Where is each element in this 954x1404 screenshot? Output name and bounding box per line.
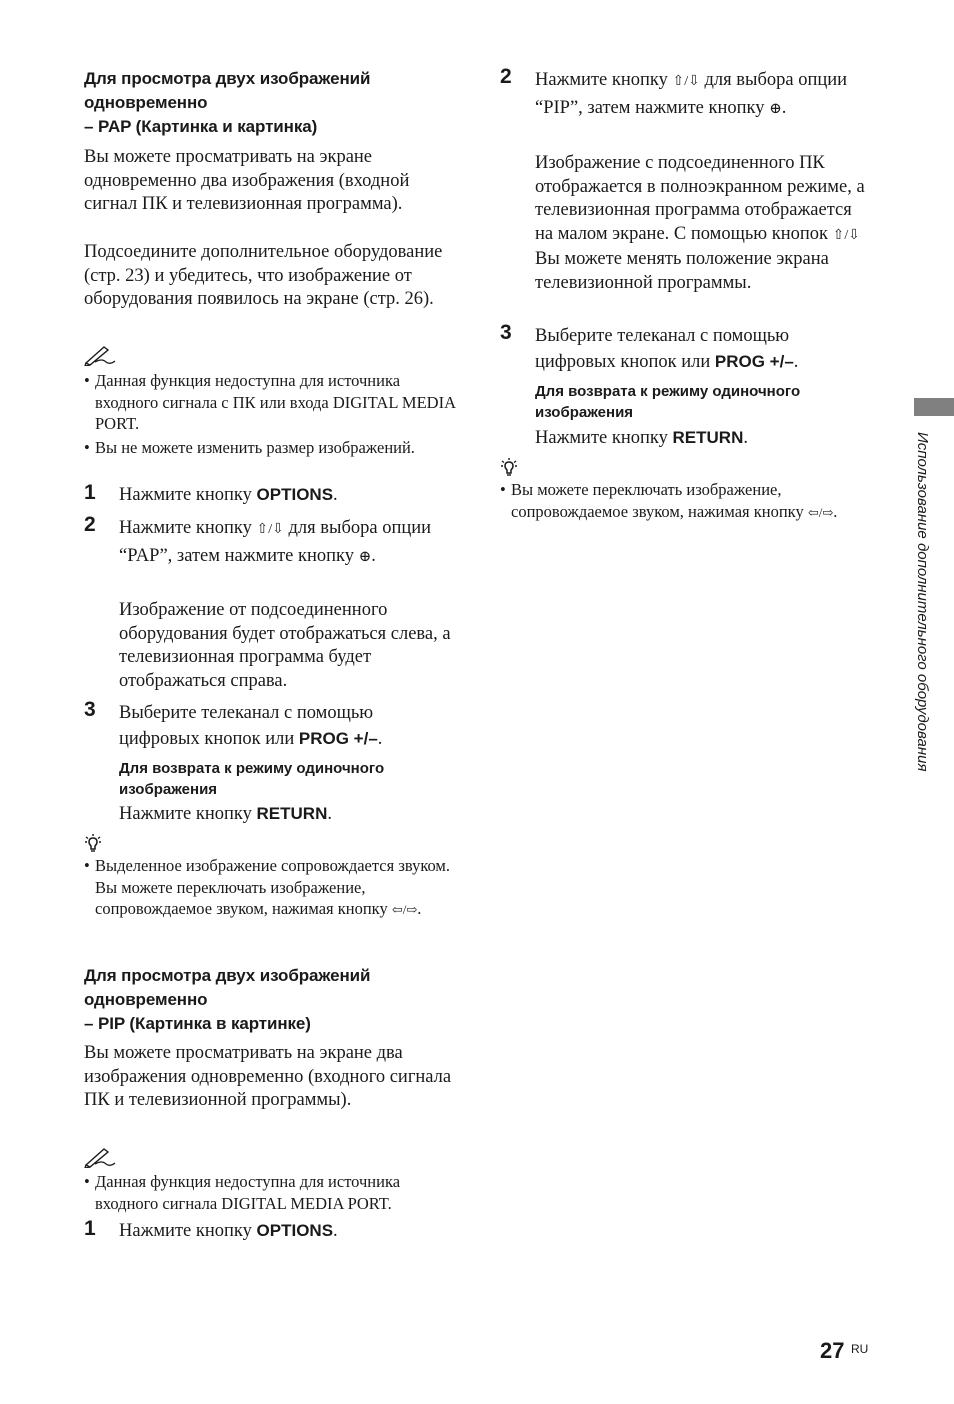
left-right-arrows-icon: ⇦/⇨: [391, 902, 418, 917]
step-text: Нажмите кнопку: [535, 70, 673, 90]
pap-tips-list: [84, 855, 456, 923]
enter-button-icon: ⊕: [769, 101, 782, 117]
page-number: 27: [820, 1338, 845, 1363]
pip-section-title: [84, 964, 456, 1036]
pap-title-line-3: – PAP (Картинка и картинка): [84, 117, 318, 136]
return-text: Нажмите кнопку: [535, 428, 673, 448]
bullet: •: [500, 480, 506, 499]
pip-tip-1: Вы можете переключать изображение, сопровождаемое звуком, нажимая кнопку: [511, 480, 808, 521]
pip-title-line-2: одновременно: [84, 990, 208, 1009]
section-side-label: Использование дополнительного оборудования: [914, 432, 931, 772]
pip-note-icon-wrap: [84, 1146, 456, 1173]
left-right-arrows-icon: ⇦/⇨: [807, 504, 834, 520]
pip-step-3: 3 Выберите телеканал с помощью цифровых кнопок или PROG +/–.: [500, 321, 799, 372]
pap-step-2-detail: Изображение от подсоединенного оборудования будет отображаться слева, а телевизионная программа будет отображаться справа.: [119, 600, 451, 692]
lightbulb-tip-icon: [84, 832, 102, 852]
bullet: •: [84, 371, 90, 390]
bullet: •: [84, 1172, 90, 1191]
step-number: 1: [84, 1217, 96, 1240]
section-tab-marker: [914, 398, 954, 416]
pap-note-2: Вы не можете изменить размер изображений.: [95, 437, 415, 457]
step-text: Нажмите кнопку: [119, 518, 257, 538]
return-key-label: RETURN: [672, 428, 744, 447]
pip-return-heading: Для возврата к режиму одиночного изображения: [535, 383, 801, 421]
step-text-cont: для выбора опции “PAP”, затем нажмите кнопку: [119, 518, 432, 566]
pap-return-heading: Для возврата к режиму одиночного изображения: [119, 760, 385, 798]
pap-return-text: Нажмите кнопку RETURN.: [119, 804, 332, 824]
pap-intro-paragraph: Вы можете просматривать на экране одновременно два изображения (входной сигнал ПК и телевизионная программа).: [84, 147, 410, 215]
step-text: Выберите телеканал с помощью цифровых кнопок или: [535, 326, 790, 372]
list-item: • Вы можете переключать изображение, сопровождаемое звуком, нажимая кнопку ⇦/⇨.: [500, 480, 838, 521]
pip-step-2: 2 Нажмите кнопку ⇧/⇩ для выбора опции “PIP”, затем нажмите кнопку ⊕.: [500, 65, 848, 118]
pip-intro-paragraph: Вы можете просматривать на экране два изображения одновременно (входного сигнала ПК и телевизионной программы).: [84, 1043, 452, 1111]
up-down-arrows-icon: ⇧/⇩: [672, 74, 700, 89]
return-key-label: RETURN: [256, 804, 328, 823]
pap-step-3: 3 Выберите телеканал с помощью цифровых кнопок или PROG +/–.: [84, 698, 383, 749]
pencil-note-icon: [84, 1146, 116, 1168]
list-item: • Выделенное изображение сопровождается звуком. Вы можете переключать изображение, сопровождаемое звуком, нажимая кнопку ⇦/⇨.: [84, 856, 450, 918]
page-language-suffix: RU: [851, 1342, 869, 1356]
prog-key-label: PROG +/–: [714, 352, 794, 371]
pip-step-1: 1 Нажмите кнопку OPTIONS.: [84, 1217, 338, 1241]
step-text: Нажмите кнопку: [119, 1221, 257, 1241]
pip-step-2-detail-text-cont: Вы можете менять положение экрана телевизионной программы.: [535, 248, 829, 293]
options-key-label: OPTIONS: [256, 1221, 334, 1240]
pencil-note-icon: [84, 344, 116, 366]
pip-step-2-detail-text: Изображение с подсоединенного ПК отображается в полноэкранном режиме, а телевизионная программа отображается на малом экране. С помощью кнопок: [535, 153, 865, 245]
pip-notes-list: [84, 1171, 456, 1216]
pap-title-line-1: Для просмотра двух изображений: [84, 69, 371, 88]
pip-title-line-1: Для просмотра двух изображений: [84, 966, 371, 985]
list-item: [84, 1171, 456, 1214]
pap-connect-paragraph: Подсоедините дополнительное оборудование (стр. 23) и убедитесь, что изображение от оборудования появилось на экране (стр. 26).: [84, 242, 443, 310]
step-number: 2: [500, 65, 512, 88]
return-text: Нажмите кнопку: [119, 804, 257, 824]
bullet: •: [84, 856, 90, 875]
lightbulb-tip-icon: [500, 456, 518, 476]
pip-title-line-3: – PIP (Картинка в картинке): [84, 1014, 311, 1033]
pip-return-text: Нажмите кнопку RETURN.: [535, 428, 748, 448]
pap-tip-1: Выделенное изображение сопровождается звуком. Вы можете переключать изображение, сопровождаемое звуком, нажимая кнопку: [95, 856, 450, 918]
step-number: 3: [500, 321, 512, 344]
pap-step-2: 2 Нажмите кнопку ⇧/⇩ для выбора опции “PAP”, затем нажмите кнопку ⊕.: [84, 513, 432, 566]
enter-button-icon: ⊕: [358, 549, 372, 565]
pip-step-2-detail: [500, 152, 872, 295]
up-down-arrows-icon: ⇧/⇩: [832, 228, 861, 244]
pip-tip-icon-wrap: [500, 456, 872, 481]
pap-step-1: 1 Нажмите кнопку OPTIONS.: [84, 481, 338, 505]
step-text: Нажмите кнопку: [119, 485, 257, 505]
pip-tips-list: [500, 479, 872, 525]
pap-note-icon-wrap: [84, 344, 456, 371]
step-text: Выберите телеканал с помощью цифровых кнопок или: [119, 703, 374, 749]
list-item: [84, 437, 456, 459]
step-number: 2: [84, 513, 96, 536]
bullet: •: [84, 437, 90, 457]
prog-key-label: PROG +/–: [298, 729, 378, 748]
step-number: 3: [84, 698, 96, 721]
options-key-label: OPTIONS: [256, 485, 334, 504]
pap-tip-icon-wrap: [84, 832, 456, 857]
step-number: 1: [84, 481, 96, 504]
list-item: [84, 370, 456, 435]
pap-note-1: Данная функция недоступна для источника входного сигнала с ПК или входа DIGITAL MEDIA PORT.: [95, 371, 456, 433]
pap-title-line-2: одновременно: [84, 93, 208, 112]
step-text-cont: для выбора опции “PIP”, затем нажмите кнопку: [535, 70, 848, 118]
pap-notes-list: [84, 370, 456, 460]
pap-section-title: [84, 67, 456, 139]
up-down-arrows-icon: ⇧/⇩: [256, 522, 284, 537]
pip-note-1: Данная функция недоступна для источника входного сигнала DIGITAL MEDIA PORT.: [95, 1172, 401, 1213]
